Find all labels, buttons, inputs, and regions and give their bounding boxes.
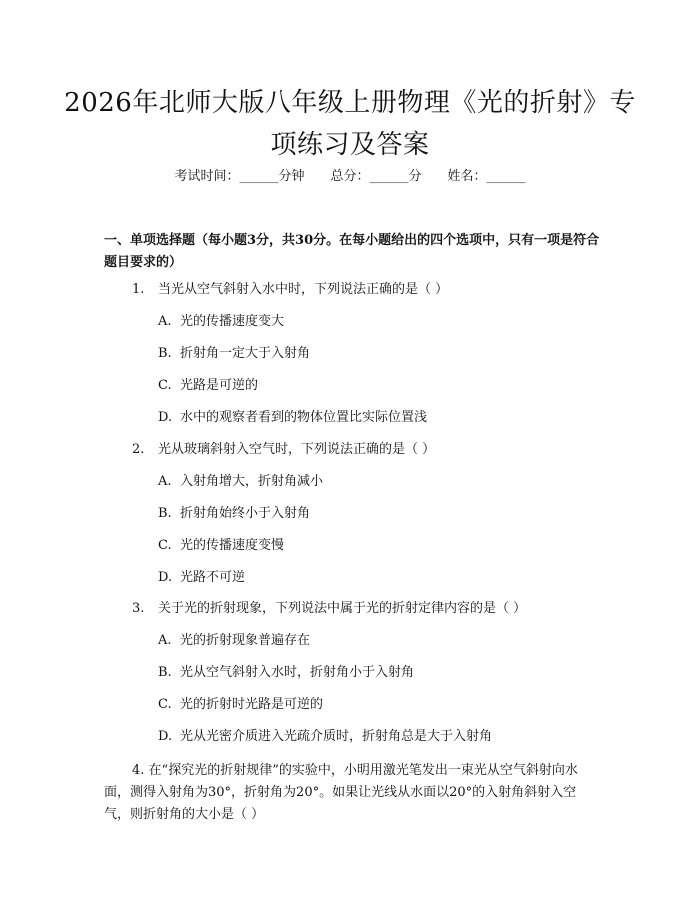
option-letter: B. [158, 506, 172, 521]
question-1-option-c [158, 377, 258, 395]
option-text: 光的传播速度变慢 [180, 538, 285, 553]
option-letter: D. [158, 570, 173, 585]
option-text: 光从光密介质进入光疏介质时，折射角总是大于入射角 [180, 729, 493, 744]
option-letter: D. [158, 410, 173, 425]
option-text: 光的折射现象普遍存在 [180, 633, 311, 648]
exam-time-field: 考试时间：______分钟 [174, 169, 305, 184]
option-letter: C. [158, 538, 172, 553]
question-number: 2. [132, 442, 145, 457]
question-2 [132, 441, 435, 459]
question-2-option-c [158, 537, 284, 555]
question-number: 3. [132, 601, 145, 616]
option-text: 折射角始终小于入射角 [180, 506, 311, 521]
option-letter: B. [158, 665, 172, 680]
option-text: 光的传播速度变大 [180, 314, 285, 329]
question-number: 1. [132, 282, 145, 297]
question-text: 关于光的折射现象，下列说法中属于光的折射定律内容的是（ ） [158, 601, 527, 616]
option-letter: C. [158, 697, 172, 712]
question-text: 在“探究光的折射规律”的实验中，小明用激光笔发出一束光从空气斜射向水面，测得入射角为30°，折射角为20°。如果让光线从水面以20°的入射角斜射入空气，则折射角的大小是（ ） [104, 763, 578, 822]
option-text: 光路是可逆的 [180, 378, 259, 393]
question-text: 当光从空气斜射入水中时，下列说法正确的是（ ） [158, 282, 449, 297]
option-text: 光的折射时光路是可逆的 [180, 697, 324, 712]
section-heading: 一、单项选择题（每小题3分，共30分。在每小题给出的四个选项中，只有一项是符合题目要求的） [104, 233, 600, 270]
question-3-option-d [158, 728, 492, 746]
option-text: 光路不可逆 [180, 570, 246, 585]
option-letter: C. [158, 378, 172, 393]
option-letter: D. [158, 729, 173, 744]
option-text: 水中的观察者看到的物体位置比实际位置浅 [180, 410, 428, 425]
question-1-option-d [158, 409, 427, 427]
question-number: 4. [132, 763, 145, 778]
question-2-option-b [158, 505, 310, 523]
question-2-option-a [158, 473, 323, 491]
option-text: 入射角增大，折射角减小 [180, 474, 324, 489]
question-4 [104, 760, 602, 826]
page-title: 2026年北师大版八年级上册物理《光的折射》专项练习及答案 [64, 88, 636, 160]
question-text: 光从玻璃斜射入空气时，下列说法正确的是（ ） [158, 442, 436, 457]
option-letter: A. [158, 474, 172, 489]
student-name-field: 姓名：______ [447, 169, 526, 184]
option-text: 折射角一定大于入射角 [180, 346, 311, 361]
question-3-option-b [158, 664, 414, 682]
option-letter: A. [158, 314, 172, 329]
option-letter: B. [158, 346, 172, 361]
question-1 [132, 281, 448, 299]
question-1-option-b [158, 345, 310, 363]
question-3-option-c [158, 696, 323, 714]
question-3 [132, 600, 526, 618]
exam-info-line [0, 168, 700, 186]
question-3-option-a [158, 632, 310, 650]
question-2-option-d [158, 569, 245, 587]
option-text: 光从空气斜射入水时，折射角小于入射角 [180, 665, 415, 680]
option-letter: A. [158, 633, 172, 648]
total-score-field: 总分：______分 [330, 169, 422, 184]
question-1-option-a [158, 313, 284, 331]
